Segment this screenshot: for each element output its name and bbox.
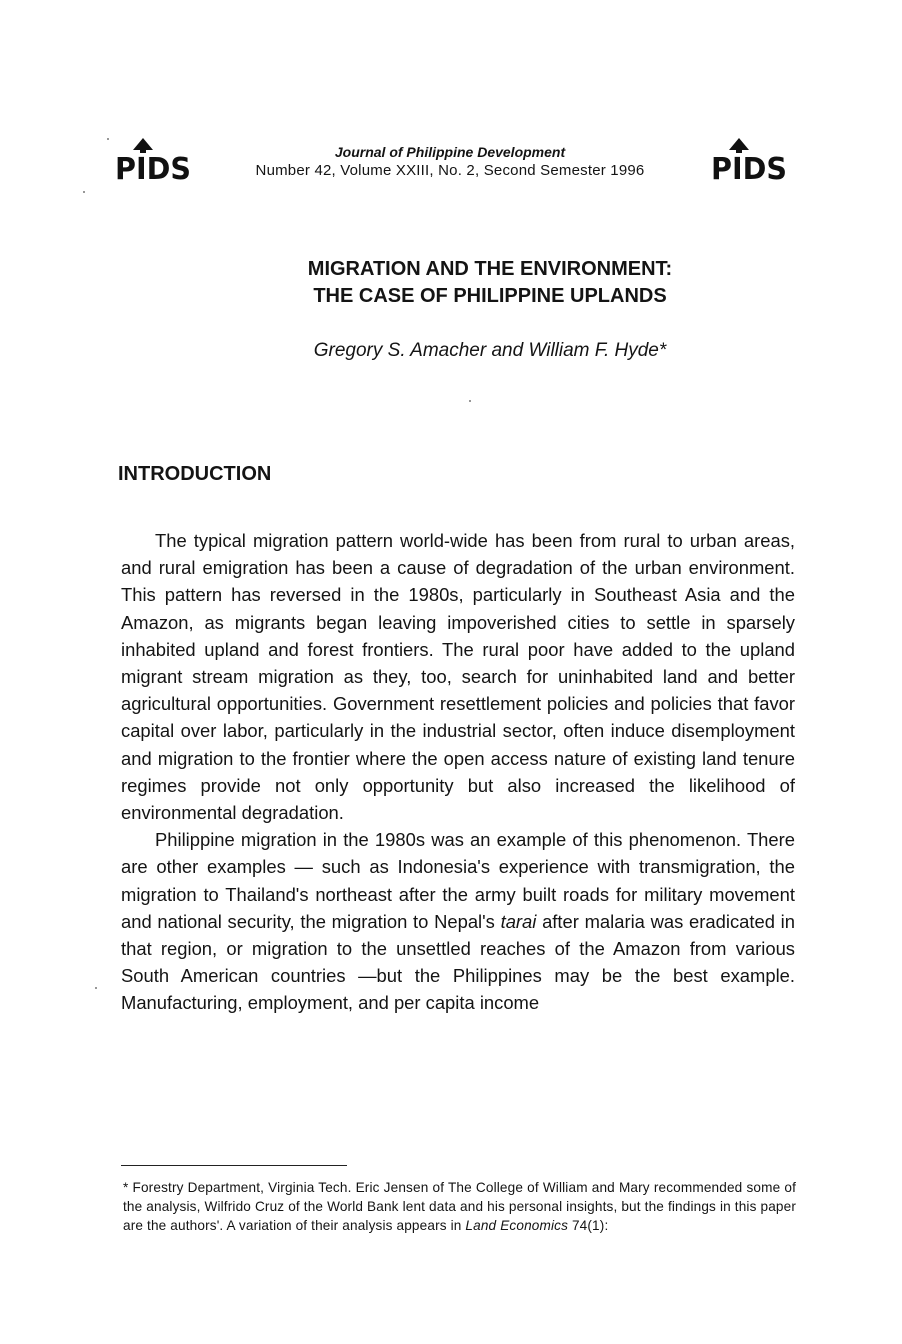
pids-logo-right — [709, 136, 789, 180]
journal-issue: Number 42, Volume XXIII, No. 2, Second Semester 1996 — [255, 162, 645, 179]
article-title — [150, 256, 830, 310]
scan-speck — [107, 138, 109, 140]
footnote-text: * Forestry Department, Virginia Tech. Eric Jensen of The College of William and Mary recommended some of the analysis, Wilfrido Cruz of the World Bank lent data and his personal insights, but the findings in this paper are the authors'. A variation of their analysis appears in — [123, 1180, 796, 1233]
scan-speck — [95, 987, 97, 989]
article-title-line-1: MIGRATION AND THE ENVIRONMENT: — [307, 258, 673, 280]
footnote-italic-title: Land Economics — [465, 1218, 569, 1233]
section-heading: INTRODUCTION — [118, 463, 272, 485]
footnote — [123, 1178, 796, 1235]
footnote-divider — [121, 1165, 347, 1166]
paragraph: The typical migration pattern world-wide has been from rural to urban areas, and rural emigration has been a cause of degradation of the urban environment. This pattern has reversed in the 1980s, particularly in Southeast Asia and the Amazon, as migrants began leaving impoverished cities to settle in sparsely inhabited upland and forest frontiers. The rural poor have added to the upland migrant stream migration as they, too, search for uninhabited land and better agricultural opportunities. Government resettlement policies and policies that favor capital over labor, particularly in the industrial sector, often induce disemployment and migration to the frontier where the open access nature of existing land tenure regimes provide not only opportunity but also increased the likelihood of environmental degradation. — [121, 530, 795, 824]
article-authors: Gregory S. Amacher and William F. Hyde* — [313, 340, 667, 361]
paragraph-italic-term: tarai — [500, 910, 537, 932]
paragraph — [121, 826, 795, 1016]
scan-speck — [83, 191, 85, 193]
footnote-text: 74(1): — [568, 1218, 609, 1233]
journal-header — [215, 143, 685, 181]
journal-name: Journal of Philippine Development — [334, 144, 566, 160]
article-title-line-2: THE CASE OF PHILIPPINE UPLANDS — [313, 285, 667, 307]
scan-speck — [469, 400, 471, 402]
paragraph-text: after malaria was eradicated in that region, or migration to the unsettled reaches of the Amazon from various South American countries —but the Philippines may be the best example. Manufacturing, employment, and per capita income — [121, 910, 795, 1014]
body-text — [121, 527, 795, 1017]
pids-logo-left — [113, 136, 193, 180]
paragraph-text: Philippine migration in the 1980s was an example of this phenomenon. There are other examples — such as Indonesia's experience with transmigration, the migration to Thailand's northeast after the army built roads for military movement and national security, the migration to Nepal's — [121, 829, 795, 932]
logo-wordmark: PIDS — [711, 152, 787, 180]
logo-wordmark: PIDS — [115, 152, 191, 180]
